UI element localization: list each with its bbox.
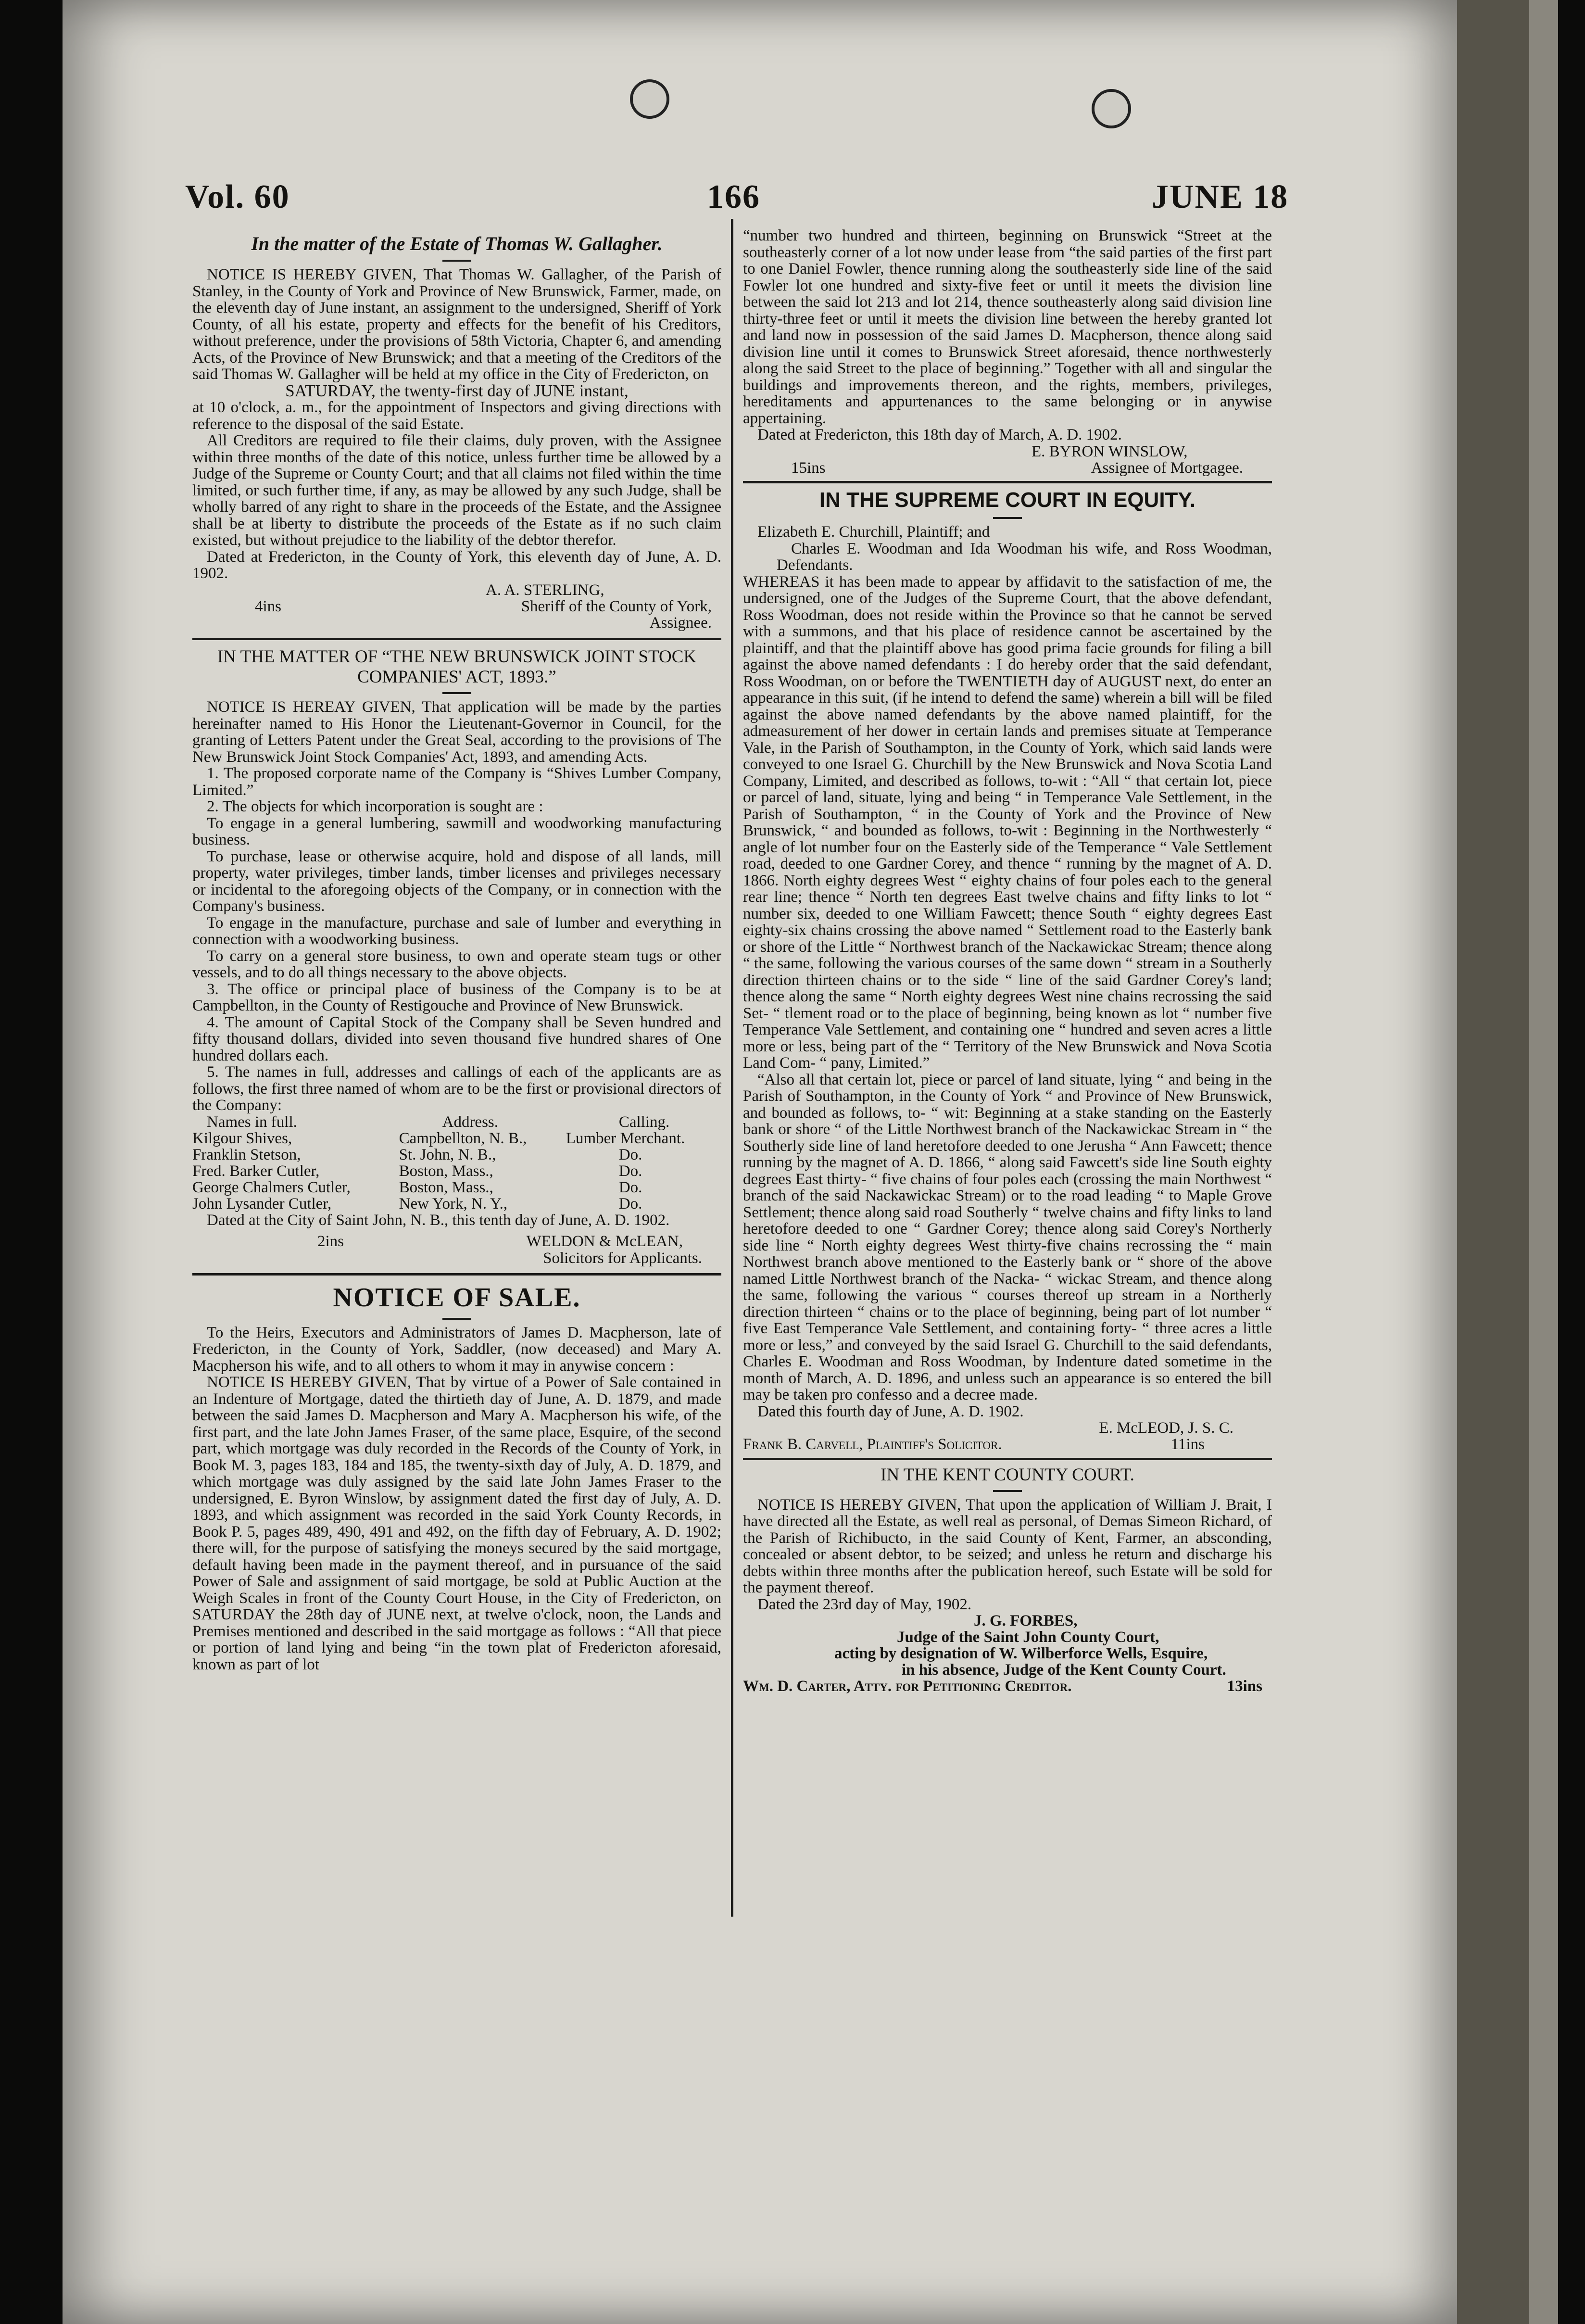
left-column xyxy=(192,219,721,1673)
joint-stock-title: IN THE MATTER OF “THE NEW BRUNSWICK JOINT STOCK COMPANIES' ACT, 1893.” xyxy=(217,647,697,687)
gallagher-p1: NOTICE IS HEREBY GIVEN, That Thomas W. Gallagher, of the Parish of Stanley, in the County of York and Province of New Brunswick, Farmer, made, on the eleventh day of June instant, an assignment to the undersigned, Sheriff of York County, of all his estate, property and effects for the benefit of his Creditors, without preference, under the provisions of 58th Victoria, Chapter 6, and amending Acts, of the Province of New Brunswick; and that a meeting of the Creditors of the said Thomas W. Gallagher will be held at my office in the City of Fredericton, on xyxy=(192,266,721,383)
sale-p3: “number two hundred and thirteen, beginning on Brunswick “Street at the southeasterly corner of a lot now under lease from “the said parties of the first part to one Daniel Fowler, thence running along the southeasterly side line of the said Fowler lot one hundred and sixty-five feet or until it meets the division line between the said lot 213 and lot 214, thence southeasterly along said division line thirty-three feet or until it meets the division line between the hereby granted lot and land now in possession of the said James D. Macpherson, thence along said division line until it comes to Brunswick Street aforesaid, thence northwesterly along the said Street to the place of beginning.” Together with all and singular the buildings and improvements thereon, and the rights, members, privileges, hereditaments and appurtenances to the same belonging or in anywise appertaining. xyxy=(743,227,1272,427)
gallagher-p4: All Creditors are required to file their claims, duly proven, with the Assignee within three months of the date of this notice, unless further time be allowed by a Judge of the Supreme or County Court; and that all claims not filed within the time limited, or such further time, if any, as may be allowed by any such Judge, shall be wholly barred of any right to share in the proceeds of the Estate, and the Assignee shall be at liberty to distribute the proceeds of the Estate as if no such claim existed, but without prejudice to the liability of the debtor therefor. xyxy=(192,432,721,549)
section-rule xyxy=(743,481,1272,483)
table-cell: St. John, N. B., xyxy=(399,1146,496,1163)
kent-insertions: 13ins xyxy=(1227,1678,1262,1695)
page-number: 166 xyxy=(707,178,760,215)
equity-title: IN THE SUPREME COURT IN EQUITY. xyxy=(819,488,1196,512)
volume-label: Vol. 60 xyxy=(185,178,290,215)
sale-insertions: 15ins xyxy=(791,459,826,477)
table-cell: Do. xyxy=(618,1195,642,1213)
equity-solicitor: Frank B. Carvell, Plaintiff's Solicitor. xyxy=(743,1436,1002,1453)
right-column xyxy=(743,219,1272,1695)
kent-signer-line1: Judge of the Saint John County Court, xyxy=(897,1629,1159,1646)
table-header: Address. xyxy=(442,1113,499,1131)
sale-p2: NOTICE IS HEREBY GIVEN, That by virtue of a Power of Sale contained in an Indenture of Mortgage, dated the thirtieth day of June, A. D. 1879, and made between the said James D. Macpherson and Mary A. Macpherson his wife, of the first part, and the late John James Fraser, of the same place, Esquire, of the second part, which mortgage was duly recorded in the Records of the County of York, in Book M. 3, pages 183, 184 and 185, the twenty-sixth day of July, A. D. 1879, and which mortgage was duly assigned by the said late John James Fraser to the undersigned, E. Byron Winslow, by assignment dated the first day of July, A. D. 1893, and which assignment was recorded in the said York County Records, in Book P. 5, pages 489, 490, 491 and 492, on the fifth day of February, A. D. 1902; there will, for the purpose of satisfying the moneys secured by the said mortgage, default having been made in the payment thereof, and in pursuance of the said Power of Sale and assignment of said mortgage, be sold at Public Auction at the Weigh Scales in front of the County Court House, in the City of Fredericton, on SATURDAY the 28th day of JUNE next, at twelve o'clock, noon, the Lands and Premises mentioned and described in the said mortgage as follows : “All that piece or portion of land lying and being “in the town plat of Fredericton aforesaid, known as part of lot xyxy=(192,1374,721,1673)
joint-stock-signer: WELDON & McLEAN, xyxy=(526,1233,683,1250)
section-rule xyxy=(192,638,721,640)
table-header-row xyxy=(192,1114,721,1130)
kent-title: IN THE KENT COUNTY COURT. xyxy=(881,1465,1134,1485)
kent-p1: NOTICE IS HEREBY GIVEN, That upon the application of William J. Brait, I have directed all the Estate, as well real as personal, of Demas Simeon Richard, of the Parish of Richibucto, in the said County of Kent, Farmer, an absconding, concealed or absent debtor, to be seized; and unless he return and discharge his debts within three months after the publication hereof, such Estate will be sold for the payment thereof. xyxy=(743,1496,1272,1596)
binding-hole-icon xyxy=(630,79,669,119)
sale-p4: Dated at Fredericton, this 18th day of March, A. D. 1902. xyxy=(757,426,1122,443)
gallagher-signer: A. A. STERLING, xyxy=(486,581,604,599)
joint-stock-p9: 4. The amount of Capital Stock of the Company shall be Seven hundred and fifty thousand dollars, divided into seven thousand five hundred shares of One hundred dollars each. xyxy=(192,1013,721,1064)
equity-p2: “Also all that certain lot, piece or parcel of land situate, lying “ and being in the Parish of Southampton, in the County of York “ and Province of New Brunswick, and bounded as follows, to- “ wit: Beginning at a stake standing on the Easterly bank or shore “ of the Little Northwest branch of the Nackawickac Stream in “ the Southerly side line of land heretofore deeded to one Jerusha “ Ann Fawcett; thence running by the magnet of A. D. 1866, “ along said Fawcett's side line South eighty degrees East thirty- “ five chains of four poles each (crossing the main Northwest “ branch of the said Nackawickac Stream) or to the road leading “ to Maple Grove Settlement; thence along said road Southerly “ twelve chains and fifty links to land heretofore deeded to one “ Gardner Corey; thence along said Corey's Northerly side line “ North eighty degrees West thirty-five chains recrossing the “ main Northwest branch above mentioned to the Easterly bank or “ shore of the above named Little Northwest branch of the Nacka- “ wickac Stream, and thence along the same, following the various “ courses thereof up stream in a Northerly direction thirteen “ chains or to the place of beginning, being part of lot number “ five East Temperance Vale Settlement, and containing forty- “ three acres a little more or less,” and conveyed by the said Israel G. Churchill to the said defendants, Charles E. Woodman and Ross Woodman, by Indenture dated sometime in the month of March, A. D. 1896, and unless such an appearance is so entered the bill may be taken pro confesso and a decree made. xyxy=(743,1071,1272,1403)
gallagher-insertions: 4ins xyxy=(255,597,282,615)
page-edge-light xyxy=(1529,0,1558,2324)
kent-p2: Dated the 23rd day of May, 1902. xyxy=(757,1595,972,1613)
gallagher-signer-role: Assignee. xyxy=(649,614,712,632)
sale-signer-title: Assignee of Mortgagee. xyxy=(1091,459,1243,477)
sale-p1: To the Heirs, Executors and Administrators of James D. Macpherson, late of Fredericton, in the County of York, Saddler, (now deceased) and Mary A. Macpherson his wife, and to all others to whom it may in anywise concern : xyxy=(192,1324,721,1375)
kent-sign-row xyxy=(743,1678,1272,1695)
table-cell: Kilgour Shives, xyxy=(192,1129,292,1147)
table-cell: John Lysander Cutler, xyxy=(192,1195,332,1213)
table-cell: Campbellton, N. B., xyxy=(399,1129,527,1147)
equity-p1: WHEREAS it has been made to appear by affidavit to the satisfaction of me, the undersigned, one of the Judges of the Supreme Court, that the above defendant, Ross Woodman, does not reside within the Province so that he cannot be served with a summons, and that his place of residence cannot be ascertained by the plaintiff, and that the plaintiff above has good prima facie grounds for filing a bill against the above named defendants : I do hereby order that the said defendant, Ross Woodman, on or before the TWENTIETH day of AUGUST next, do enter an appearance in this suit, (if he intend to defend the same) wherein a bill will be filed against the above named defendants by the above named plaintiff, for the admeasurement of her dower in certain lands and premises situate at Temperance Vale, in the Parish of Southampton, in the County of York, which said lands were conveyed to one Israel G. Churchill by the New Brunswick and Nova Scotia Land Company, Limited, and described as follows, to-wit : “All “ that certain lot, piece or parcel of land, situate, lying and being “ in Temperance Vale Settlement, in the Parish of Southampton, “ in the County of York and the Province of New Brunswick, “ and bounded as follows, to-wit : Beginning in the Northwesterly “ angle of lot number four on the Easterly side of the Temperance “ Vale Settlement road, deeded to one Gardner Corey, and thence “ running by the magnet of A. D. 1866. North eighty degrees West “ eighty chains of four poles each to the general rear line; thence “ North ten degrees East twelve chains and fifty links to lot “ number six, deeded to one William Fawcett; thence South “ eighty degrees East eighty-six chains crossing the above named “ Settlement road to the Easterly bank or shore of the Little “ Northwest branch of the Nackawickac Stream; thence along “ the same, following the various courses of the same down “ stream in a Southerly direction thirteen chains or to the side “ line of the said Gardner Corey's land; thence along the same “ North eighty degrees West nine chains recrossing the said Set- “ tlement road or to the place of beginning, being known as lot “ number five Temperance Vale Settlement, and containing one “ hundred and seven acres a little more or less, being part of the “ Territory of the New Brunswick and Nova Scotia Land Com- “ pany, Limited.” xyxy=(743,573,1272,1072)
table-cell: Do. xyxy=(618,1178,642,1196)
joint-stock-signer-title: Solicitors for Applicants. xyxy=(543,1249,702,1267)
kent-signer-line2: acting by designation of W. Wilberforce Wells, Esquire, xyxy=(834,1645,1208,1662)
table-cell: Franklin Stetson, xyxy=(192,1146,301,1163)
table-cell: Boston, Mass., xyxy=(399,1178,493,1196)
table-header: Calling. xyxy=(618,1113,670,1131)
equity-parties-1: Elizabeth E. Churchill, Plaintiff; and xyxy=(757,523,990,541)
notice-of-sale-title: NOTICE OF SALE. xyxy=(333,1282,581,1313)
binding-hole-icon xyxy=(1092,89,1131,128)
gallagher-p5: Dated at Fredericton, in the County of York, this eleventh day of June, A. D. 1902. xyxy=(192,548,721,582)
joint-stock-p11: Dated at the City of Saint John, N. B., this tenth day of June, A. D. 1902. xyxy=(207,1211,670,1229)
gallagher-sign-row xyxy=(192,598,721,615)
sale-sign-row xyxy=(743,460,1272,477)
joint-stock-p10: 5. The names in full, addresses and callings of each of the applicants are as follows, the first three named of whom are to be the first or provisional directors of the Company: xyxy=(192,1063,721,1114)
joint-stock-p7: To carry on a general store business, to own and operate steam tugs or other vessels, and to do all things necessary to the above objects. xyxy=(192,947,721,981)
joint-stock-sign-row xyxy=(192,1233,721,1250)
kent-attorney: Wm. D. Carter, Atty. for Petitioning Creditor. xyxy=(743,1678,1072,1695)
joint-stock-insertions: 2ins xyxy=(317,1233,344,1250)
table-cell: Do. xyxy=(618,1162,642,1180)
table-cell: Lumber Merchant. xyxy=(566,1129,685,1147)
joint-stock-p6: To engage in the manufacture, purchase and sale of lumber and everything in connection with a woodworking business. xyxy=(192,914,721,948)
joint-stock-p2: 1. The proposed corporate name of the Company is “Shives Lumber Company, Limited.” xyxy=(192,765,721,799)
divider xyxy=(993,1490,1022,1492)
table-row xyxy=(192,1130,721,1147)
joint-stock-p3: 2. The objects for which incorporation is sought are : xyxy=(207,798,543,815)
table-cell: Boston, Mass., xyxy=(399,1162,493,1180)
divider xyxy=(993,517,1022,519)
equity-signer: E. McLEOD, J. S. C. xyxy=(1099,1419,1233,1437)
divider xyxy=(442,260,471,262)
section-rule xyxy=(743,1458,1272,1460)
table-cell: Do. xyxy=(618,1146,642,1163)
gallagher-p3: at 10 o'clock, a. m., for the appointment of Inspectors and giving directions with reference to the disposal of the said Estate. xyxy=(192,399,721,433)
column-divider xyxy=(731,219,733,1917)
joint-stock-p5: To purchase, lease or otherwise acquire, hold and dispose of all lands, mill property, water privileges, timber lands, timber licenses and privileges necessary or incidental to the aforegoing objects of the Company, or in connection with the Company's business. xyxy=(192,847,721,915)
gallagher-signer-title: Sheriff of the County of York, xyxy=(521,597,712,615)
sale-signer: E. BYRON WINSLOW, xyxy=(1032,442,1188,460)
table-row xyxy=(192,1147,721,1163)
joint-stock-p8: 3. The office or principal place of business of the Company is to be at Campbellton, in the County of Restigouche and Province of New Brunswick. xyxy=(192,980,721,1014)
section-rule xyxy=(192,1273,721,1276)
page-edge-shadow xyxy=(1457,0,1529,2324)
divider xyxy=(442,1318,471,1320)
joint-stock-p4: To engage in a general lumbering, sawmill and woodworking manufacturing business. xyxy=(192,814,721,848)
kent-signer-line3: in his absence, Judge of the Kent County Court. xyxy=(902,1661,1226,1679)
table-row xyxy=(192,1163,721,1179)
divider xyxy=(442,692,471,694)
table-cell: New York, N. Y., xyxy=(399,1195,508,1213)
joint-stock-p1: NOTICE IS HEREAY GIVEN, That application will be made by the parties hereinafter named to His Honor the Lieutenant-Governor in Council, for the granting of Letters Patent under the Great Seal, according to the provisions of The New Brunswick Joint Stock Companies' Act, 1893, and amending Acts. xyxy=(192,698,721,766)
table-row xyxy=(192,1196,721,1212)
applicants-table xyxy=(192,1114,721,1212)
table-row xyxy=(192,1179,721,1196)
table-cell: Fred. Barker Cutler, xyxy=(192,1162,320,1180)
equity-insertions: 11ins xyxy=(1170,1436,1205,1453)
kent-signer: J. G. FORBES, xyxy=(974,1612,1078,1629)
gallagher-p2: SATURDAY, the twenty-first day of JUNE instant, xyxy=(285,381,629,400)
table-cell: George Chalmers Cutler, xyxy=(192,1178,351,1196)
equity-p3: Dated this fourth day of June, A. D. 1902. xyxy=(757,1402,1024,1420)
equity-parties-2: Charles E. Woodman and Ida Woodman his wife, and Ross Woodman, Defendants. xyxy=(777,540,1272,574)
issue-date: JUNE 18 xyxy=(1152,178,1289,215)
equity-sign-row xyxy=(743,1436,1272,1453)
table-header: Names in full. xyxy=(207,1113,297,1131)
gallagher-title: In the matter of the Estate of Thomas W. Gallagher. xyxy=(251,233,663,254)
